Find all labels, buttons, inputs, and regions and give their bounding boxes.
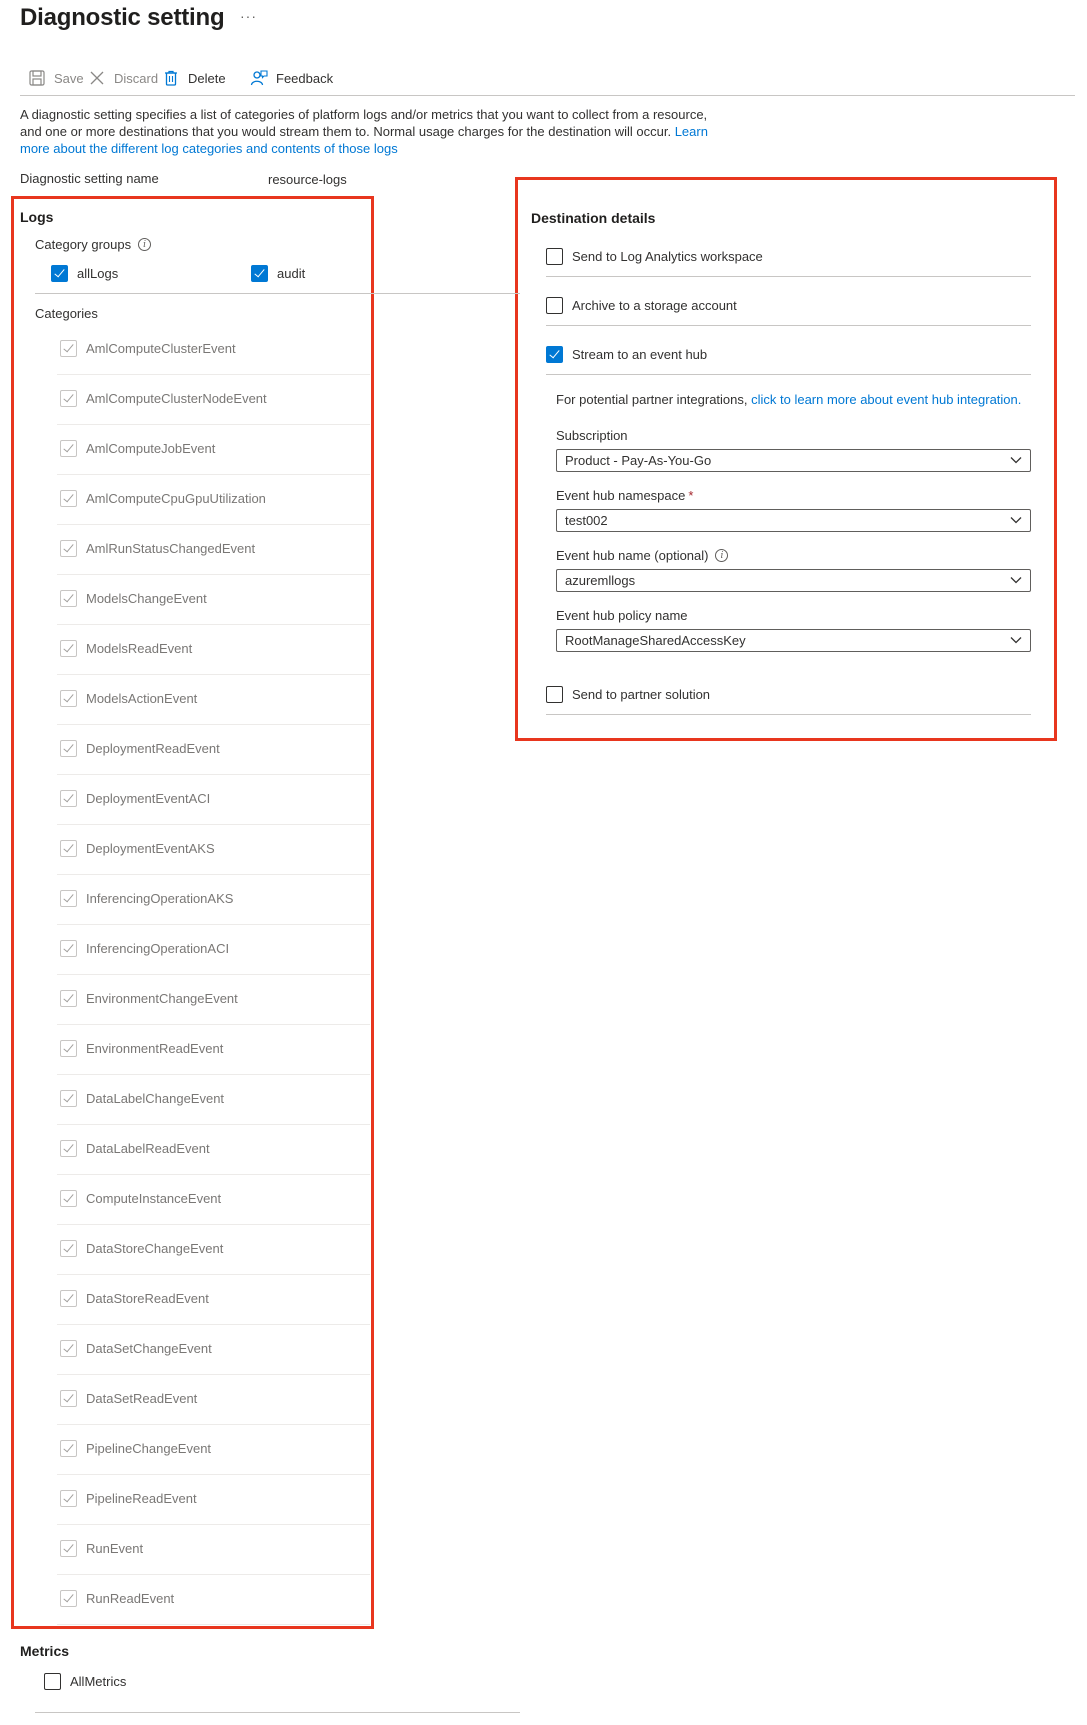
category-checkbox[interactable] — [60, 540, 255, 557]
metrics-title: Metrics — [20, 1643, 70, 1659]
category-checkbox[interactable] — [60, 340, 236, 357]
checkbox-disabled-icon — [60, 640, 77, 657]
category-groups-text: Category groups — [35, 237, 132, 252]
checkbox-disabled-icon — [60, 1140, 77, 1157]
category-row — [57, 1125, 370, 1175]
subscription-value: Product - Pay-As-You-Go — [565, 453, 712, 468]
checkbox-disabled-icon — [60, 740, 77, 757]
category-checkbox[interactable] — [60, 1190, 221, 1207]
delete-button[interactable] — [162, 67, 226, 89]
category-checkbox[interactable] — [60, 440, 215, 457]
setting-name-label: Diagnostic setting name — [20, 171, 159, 186]
category-checkbox[interactable] — [60, 590, 207, 607]
checkbox-disabled-icon — [60, 940, 77, 957]
category-checkbox[interactable] — [60, 790, 210, 807]
partner-text: For potential partner integrations, — [556, 392, 752, 407]
log-analytics-label: Send to Log Analytics workspace — [572, 249, 763, 264]
event-hub-checkbox[interactable] — [546, 346, 707, 363]
category-label: ModelsReadEvent — [86, 641, 193, 656]
setting-name-value: resource-logs — [268, 172, 347, 187]
category-label: ModelsActionEvent — [86, 691, 198, 706]
delete-label: Delete — [188, 70, 226, 86]
category-checkbox[interactable] — [60, 1440, 211, 1457]
category-checkbox[interactable] — [60, 840, 215, 857]
category-label: ModelsChangeEvent — [86, 591, 207, 606]
checkbox-icon — [546, 248, 563, 265]
category-label: ComputeInstanceEvent — [86, 1191, 222, 1206]
category-label: AmlComputeClusterEvent — [86, 341, 236, 356]
checkbox-disabled-icon — [60, 490, 77, 507]
category-label: AmlComputeJobEvent — [86, 441, 216, 456]
close-icon — [88, 69, 106, 87]
category-checkbox[interactable] — [60, 490, 266, 507]
subscription-label: Subscription — [556, 428, 628, 443]
event-hub-integration-link[interactable]: click to learn more about event hub integration. — [751, 392, 1022, 407]
checkbox-disabled-icon — [60, 1040, 77, 1057]
partner-solution-label: Send to partner solution — [572, 687, 711, 702]
category-checkbox[interactable] — [60, 690, 197, 707]
discard-button[interactable] — [88, 67, 158, 89]
group-label: audit — [277, 266, 306, 281]
hub-name-label — [556, 548, 728, 563]
category-row — [57, 575, 370, 625]
policy-label: Event hub policy name — [556, 608, 688, 623]
checkbox-disabled-icon — [60, 840, 77, 857]
category-checkbox[interactable] — [60, 1490, 197, 1507]
hub-name-text: Event hub name (optional) — [556, 548, 709, 563]
category-row — [57, 475, 370, 525]
feedback-label: Feedback — [276, 70, 334, 86]
category-label: DataStoreReadEvent — [86, 1291, 209, 1306]
category-row — [57, 975, 370, 1025]
category-row — [57, 1025, 370, 1075]
checkbox-disabled-icon — [60, 1090, 77, 1107]
category-row — [57, 1575, 370, 1625]
partner-solution-checkbox[interactable] — [546, 686, 710, 703]
category-checkbox[interactable] — [60, 1390, 197, 1407]
category-checkbox[interactable] — [60, 1290, 209, 1307]
category-row — [57, 1525, 370, 1575]
categories-label: Categories — [35, 306, 98, 321]
category-row — [57, 1275, 370, 1325]
page-title: Diagnostic setting — [20, 4, 225, 31]
checkbox-icon — [546, 686, 563, 703]
category-label: DataLabelReadEvent — [86, 1141, 210, 1156]
category-label: AmlComputeClusterNodeEvent — [86, 391, 267, 406]
category-checkbox[interactable] — [60, 1540, 143, 1557]
group-checkbox-audit[interactable] — [251, 265, 305, 282]
category-checkbox[interactable] — [60, 1040, 223, 1057]
description — [20, 106, 720, 157]
save-button[interactable] — [28, 67, 84, 89]
category-checkbox[interactable] — [60, 1140, 210, 1157]
category-label: AmlRunStatusChangedEvent — [86, 541, 256, 556]
checkbox-checked-icon — [51, 265, 68, 282]
category-label: DataStoreChangeEvent — [86, 1241, 224, 1256]
category-checkbox[interactable] — [60, 1340, 212, 1357]
category-checkbox[interactable] — [60, 1240, 223, 1257]
checkbox-disabled-icon — [60, 1540, 77, 1557]
category-row — [57, 675, 370, 725]
category-row — [57, 825, 370, 875]
divider — [546, 276, 1031, 277]
subscription-dropdown[interactable] — [556, 449, 1031, 472]
category-row — [57, 1425, 370, 1475]
ellipsis-icon[interactable]: ··· — [240, 8, 257, 24]
checkbox-icon — [546, 297, 563, 314]
checkbox-disabled-icon — [60, 1240, 77, 1257]
checkbox-disabled-icon — [60, 390, 77, 407]
category-row — [57, 1075, 370, 1125]
learn-more-link[interactable]: Learn more about the different log categories and contents of those logs — [20, 124, 708, 156]
partner-integration-text — [556, 392, 1021, 407]
category-label: EnvironmentChangeEvent — [86, 991, 238, 1006]
category-checkbox[interactable] — [60, 890, 233, 907]
info-icon[interactable]: i — [138, 238, 151, 251]
category-row — [57, 925, 370, 975]
category-label: DataSetReadEvent — [86, 1391, 198, 1406]
category-label: DataSetChangeEvent — [86, 1341, 212, 1356]
metrics-label: AllMetrics — [70, 1674, 127, 1689]
checkbox-disabled-icon — [60, 790, 77, 807]
category-checkbox[interactable] — [60, 740, 220, 757]
group-checkbox-alllogs[interactable] — [51, 265, 118, 282]
checkbox-disabled-icon — [60, 990, 77, 1007]
chevron-down-icon — [1010, 514, 1022, 526]
category-checkbox[interactable] — [60, 990, 238, 1007]
hub-name-dropdown[interactable] — [556, 569, 1031, 592]
chevron-down-icon — [1010, 454, 1022, 466]
checkbox-icon — [44, 1673, 61, 1690]
namespace-label — [556, 488, 693, 503]
checkbox-disabled-icon — [60, 340, 77, 357]
command-bar — [20, 62, 1075, 96]
category-row — [57, 1225, 370, 1275]
checkbox-disabled-icon — [60, 690, 77, 707]
description-text: A diagnostic setting specifies a list of categories of platform logs and/or metrics that you want to collect from a resource, and one or more destinations that you would stream them to. Normal usage charges for the destination will occur. — [20, 107, 708, 139]
category-label: InferencingOperationAKS — [86, 891, 234, 906]
category-checkbox[interactable] — [60, 640, 192, 657]
category-checkbox[interactable] — [60, 1090, 224, 1107]
policy-value: RootManageSharedAccessKey — [565, 633, 746, 648]
checkbox-checked-icon — [546, 346, 563, 363]
category-row — [57, 625, 370, 675]
destination-title: Destination details — [531, 210, 656, 226]
checkbox-disabled-icon — [60, 1390, 77, 1407]
divider — [546, 325, 1031, 326]
discard-label: Discard — [114, 70, 159, 86]
category-label: DeploymentReadEvent — [86, 741, 220, 756]
divider — [546, 714, 1031, 715]
category-label: DeploymentEventAKS — [86, 841, 215, 856]
info-icon[interactable]: i — [715, 549, 728, 562]
logs-title: Logs — [20, 209, 54, 225]
category-label: DeploymentEventACI — [86, 791, 211, 806]
namespace-value: test002 — [565, 513, 608, 528]
checkbox-disabled-icon — [60, 1290, 77, 1307]
checkbox-disabled-icon — [60, 1490, 77, 1507]
feedback-person-icon — [250, 69, 268, 87]
category-checkbox[interactable] — [60, 1590, 174, 1607]
metrics-checkbox-allmetrics[interactable] — [44, 1673, 126, 1690]
category-label: EnvironmentReadEvent — [86, 1041, 224, 1056]
event-hub-label: Stream to an event hub — [572, 347, 708, 362]
trash-icon — [162, 69, 180, 87]
feedback-button[interactable] — [250, 67, 333, 89]
checkbox-disabled-icon — [60, 1340, 77, 1357]
checkbox-disabled-icon — [60, 1190, 77, 1207]
category-label: RunEvent — [86, 1541, 144, 1556]
category-row — [57, 375, 370, 425]
checkbox-disabled-icon — [60, 540, 77, 557]
checkbox-disabled-icon — [60, 1440, 77, 1457]
checkbox-disabled-icon — [60, 1590, 77, 1607]
checkbox-checked-icon — [251, 265, 268, 282]
category-row — [57, 875, 370, 925]
checkbox-disabled-icon — [60, 590, 77, 607]
category-row — [57, 325, 370, 375]
category-row — [57, 1175, 370, 1225]
category-label: PipelineChangeEvent — [86, 1441, 212, 1456]
category-groups-label — [35, 237, 151, 252]
namespace-text: Event hub namespace — [556, 488, 686, 503]
divider — [35, 1712, 520, 1713]
category-row — [57, 1325, 370, 1375]
category-row — [57, 425, 370, 475]
chevron-down-icon — [1010, 574, 1022, 586]
group-label: allLogs — [77, 266, 119, 281]
log-analytics-checkbox[interactable] — [546, 248, 763, 265]
save-label: Save — [54, 70, 84, 86]
hub-name-value: azuremllogs — [565, 573, 636, 588]
chevron-down-icon — [1010, 634, 1022, 646]
save-icon — [28, 69, 46, 87]
policy-dropdown[interactable] — [556, 629, 1031, 652]
divider — [35, 293, 520, 294]
category-label: InferencingOperationACI — [86, 941, 230, 956]
category-label: DataLabelChangeEvent — [86, 1091, 225, 1106]
checkbox-disabled-icon — [60, 440, 77, 457]
category-label: PipelineReadEvent — [86, 1491, 197, 1506]
category-checkbox[interactable] — [60, 390, 267, 407]
checkbox-disabled-icon — [60, 890, 77, 907]
category-checkbox[interactable] — [60, 940, 229, 957]
required-marker: * — [688, 488, 694, 503]
storage-account-checkbox[interactable] — [546, 297, 737, 314]
category-label: AmlComputeCpuGpuUtilization — [86, 491, 266, 506]
category-row — [57, 725, 370, 775]
divider — [546, 374, 1031, 375]
category-row — [57, 525, 370, 575]
namespace-dropdown[interactable] — [556, 509, 1031, 532]
category-row — [57, 1375, 370, 1425]
category-row — [57, 775, 370, 825]
category-row — [57, 1475, 370, 1525]
storage-account-label: Archive to a storage account — [572, 298, 737, 313]
category-label: RunReadEvent — [86, 1591, 175, 1606]
